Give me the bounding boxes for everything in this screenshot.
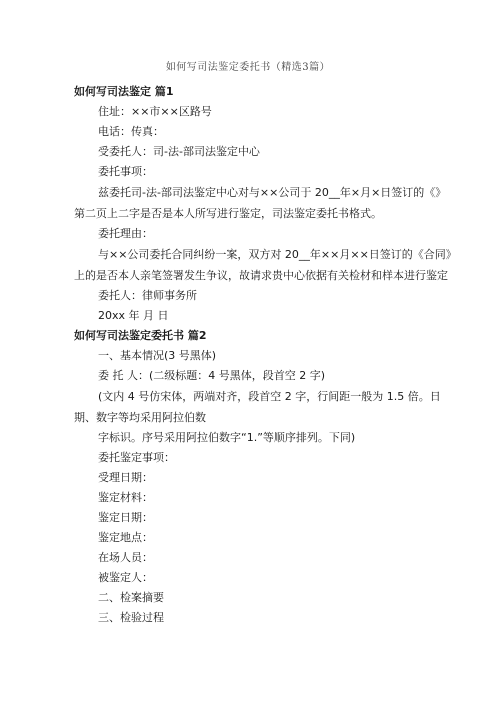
paragraph: 一、基本情况(3 号黑体) [98,349,217,362]
document-body [74,82,452,628]
document-title: 如何写司法鉴定委托书（精选3篇） [165,62,331,73]
paragraph: 委托理由： [98,227,153,240]
paragraph: 委 托 人：(二级标题：4 号黑体，段首空 2 字) [98,369,326,382]
paragraph: 字标识。序号采用阿拉伯数字“1.”等顺序排列。下同) [98,431,356,444]
paragraph: 委托事项： [98,165,153,178]
section-heading-2: 如何写司法鉴定委托书 篇2 [74,329,207,342]
paragraph: (文内 4 号仿宋体，两端对齐，段首空 2 字，行间距一般为 1.5 倍。日期、数字等均采用阿拉伯数 [74,390,441,424]
section-heading-1: 如何写司法鉴定 篇1 [74,85,174,98]
paragraph: 鉴定材料： [98,491,153,504]
paragraph: 电话：传真： [98,125,164,138]
paragraph: 鉴定日期： [98,511,153,524]
paragraph: 被鉴定人： [98,571,153,584]
paragraph: 委托人：律师事务所 [98,289,197,302]
paragraph: 受理日期： [98,471,153,484]
paragraph: 委托鉴定事项： [98,451,175,464]
paragraph: 鉴定地点： [98,531,153,544]
paragraph: 兹委托司-法-部司法鉴定中心对与××公司于 20__年×月×日签订的《》第二页上二字是否是本人所写进行鉴定，司法鉴定委托书格式。 [74,186,447,220]
paragraph: 三、检验过程 [98,611,164,624]
paragraph: 与××公司委托合同纠纷一案，双方对 20__年××月××日签订的《合同》上的是否本人亲笔签署发生争议，故请求贵中心依据有关检材和样本进行鉴定 [74,248,452,282]
paragraph: 在场人员： [98,551,153,564]
paragraph: 20xx 年 月 日 [98,309,169,322]
paragraph: 受委托人：司-法-部司法鉴定中心 [98,145,260,158]
paragraph: 二、检案摘要 [98,591,164,604]
paragraph: 住址：××市××区路号 [98,105,212,118]
